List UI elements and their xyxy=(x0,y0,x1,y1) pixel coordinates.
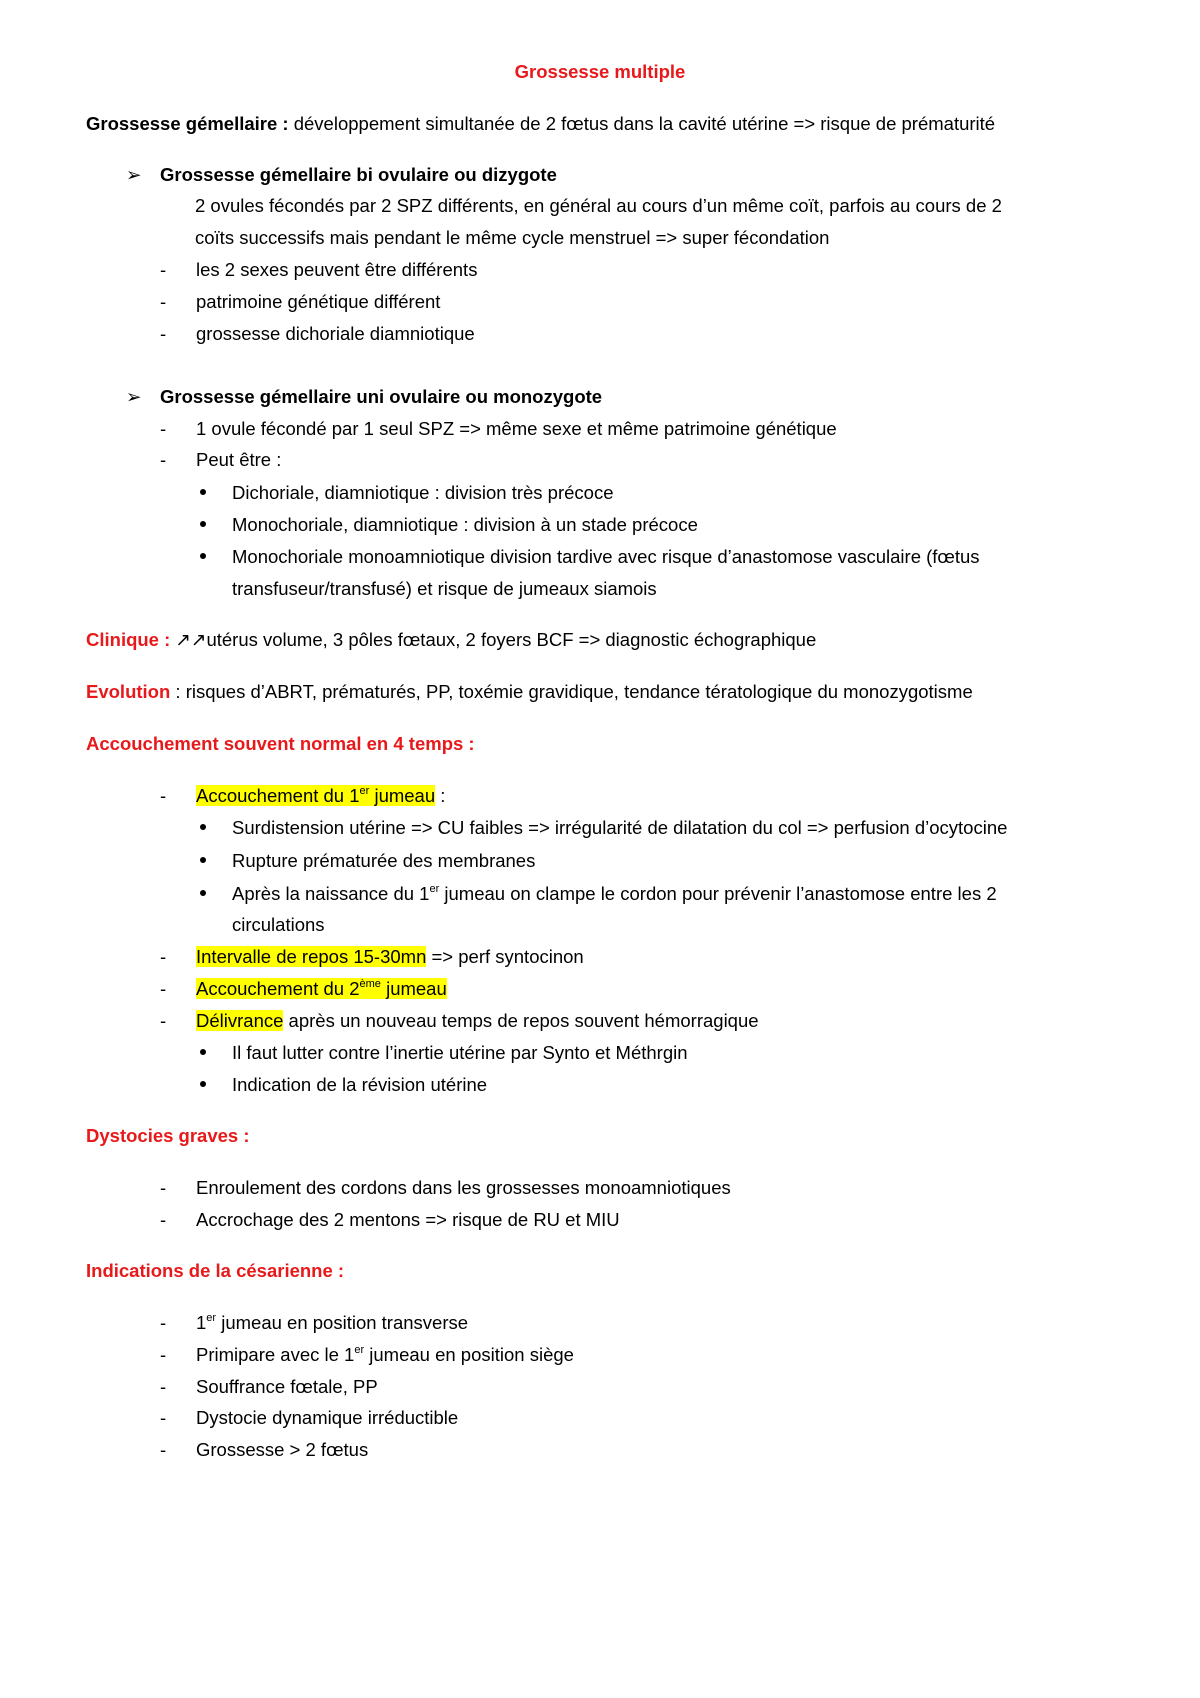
dash-marker: - xyxy=(160,1312,167,1333)
monozygote-bullet: Monochoriale monoamniotique division tardive avec risque d’anastomose vasculaire (fœtus xyxy=(232,546,980,567)
step2-line: Intervalle de repos 15-30mn => perf syntocinon xyxy=(196,946,584,967)
step1-highlight: Accouchement du 1er jumeau xyxy=(196,784,436,806)
bullet-dot xyxy=(200,521,206,527)
step1-bullet: Surdistension utérine => CU faibles => irrégularité de dilatation du col => perfusion d’ocytocine xyxy=(232,817,1008,838)
bullet-dot xyxy=(200,1081,206,1087)
arrow-marker: ➢ xyxy=(126,386,142,407)
dizygote-heading: Grossesse gémellaire bi ovulaire ou dizygote xyxy=(160,164,557,185)
step4-bullet: Il faut lutter contre l’inertie utérine par Synto et Méthrgin xyxy=(232,1042,688,1063)
dizygote-item: les 2 sexes peuvent être différents xyxy=(196,259,478,280)
bullet-dot xyxy=(200,553,206,559)
cesarienne-item: Dystocie dynamique irréductible xyxy=(196,1407,459,1428)
monozygote-item: Peut être : xyxy=(196,449,282,470)
monozygote-item: 1 ovule fécondé par 1 seul SPZ => même sexe et même patrimoine génétique xyxy=(196,418,837,439)
dizygote-desc-line1: 2 ovules fécondés par 2 SPZ différents, en général au cours d’un même coït, parfois au cours de 2 xyxy=(195,195,1002,216)
bullet-dot xyxy=(200,824,206,830)
dash-marker: - xyxy=(160,1209,167,1230)
dizygote-item: patrimoine génétique différent xyxy=(196,291,441,312)
dash-marker: - xyxy=(160,1344,167,1365)
clinique-text: utérus volume, 3 pôles fœtaux, 2 foyers BCF => diagnostic échographique xyxy=(206,629,817,650)
page-title: Grossesse multiple xyxy=(514,61,686,82)
dash-marker: - xyxy=(160,418,167,439)
step3-highlight: Accouchement du 2ème jumeau xyxy=(196,977,447,999)
step4-line: Délivrance après un nouveau temps de repos souvent hémorragique xyxy=(196,1010,759,1031)
bullet-dot xyxy=(200,1049,206,1055)
step1-bullet-cont: circulations xyxy=(232,914,325,935)
dash-marker: - xyxy=(160,323,167,344)
accouchement-heading: Accouchement souvent normal en 4 temps : xyxy=(86,733,475,754)
increase-arrows-icon: ↗↗ xyxy=(175,629,207,650)
dash-marker: - xyxy=(160,291,167,312)
bullet-dot xyxy=(200,489,206,495)
dash-marker: - xyxy=(160,1010,167,1031)
step3-line xyxy=(196,977,447,1001)
step4-highlight: Délivrance xyxy=(196,1010,284,1031)
step1-bullet: Rupture prématurée des membranes xyxy=(232,850,536,871)
step4-bullet: Indication de la révision utérine xyxy=(232,1074,488,1095)
bullet-dot xyxy=(200,890,206,896)
dash-marker: - xyxy=(160,449,167,470)
dizygote-desc-line2: coïts successifs mais pendant le même cycle menstruel => super fécondation xyxy=(195,227,830,248)
dystocies-item: Accrochage des 2 mentons => risque de RU et MIU xyxy=(196,1209,620,1230)
intro-text: développement simultanée de 2 fœtus dans la cavité utérine => risque de prématurité xyxy=(288,113,996,134)
cesarienne-item: 1er jumeau en position transverse xyxy=(196,1311,469,1333)
bullet-dot xyxy=(200,857,206,863)
dystocies-heading: Dystocies graves : xyxy=(86,1125,250,1146)
evolution-paragraph xyxy=(86,680,973,704)
evolution-text: : risques d’ABRT, prématurés, PP, toxémie gravidique, tendance tératologique du monozygotisme xyxy=(170,681,973,702)
intro-label: Grossesse gémellaire : xyxy=(86,113,289,134)
monozygote-heading: Grossesse gémellaire uni ovulaire ou monozygote xyxy=(160,386,603,407)
evolution-label: Evolution xyxy=(86,681,171,702)
dash-marker: - xyxy=(160,259,167,280)
step1-bullet: Après la naissance du 1er jumeau on clampe le cordon pour prévenir l’anastomose entre les 2 xyxy=(232,882,997,904)
dash-marker: - xyxy=(160,1407,167,1428)
step1-line: Accouchement du 1er jumeau : xyxy=(196,784,446,806)
clinique-label: Clinique : xyxy=(86,629,171,650)
cesarienne-item: Primipare avec le 1er jumeau en position siège xyxy=(196,1343,574,1365)
monozygote-bullet-cont: transfuseur/transfusé) et risque de jumeaux siamois xyxy=(232,578,657,599)
dash-marker: - xyxy=(160,946,167,967)
dash-marker: - xyxy=(160,1376,167,1397)
dash-marker: - xyxy=(160,785,167,806)
cesarienne-item: Souffrance fœtale, PP xyxy=(196,1376,378,1397)
monozygote-bullet: Monochoriale, diamniotique : division à un stade précoce xyxy=(232,514,698,535)
dystocies-item: Enroulement des cordons dans les grossesses monoamniotiques xyxy=(196,1177,731,1198)
dash-marker: - xyxy=(160,1439,167,1460)
dash-marker: - xyxy=(160,1177,167,1198)
dizygote-item: grossesse dichoriale diamniotique xyxy=(196,323,475,344)
dash-marker: - xyxy=(160,978,167,999)
arrow-marker: ➢ xyxy=(126,164,142,185)
monozygote-bullet: Dichoriale, diamniotique : division très précoce xyxy=(232,482,614,503)
intro-paragraph xyxy=(86,112,995,136)
clinique-paragraph xyxy=(86,628,816,652)
step2-highlight: Intervalle de repos 15-30mn xyxy=(196,946,427,967)
cesarienne-item: Grossesse > 2 fœtus xyxy=(196,1439,369,1460)
cesarienne-heading: Indications de la césarienne : xyxy=(86,1260,345,1281)
